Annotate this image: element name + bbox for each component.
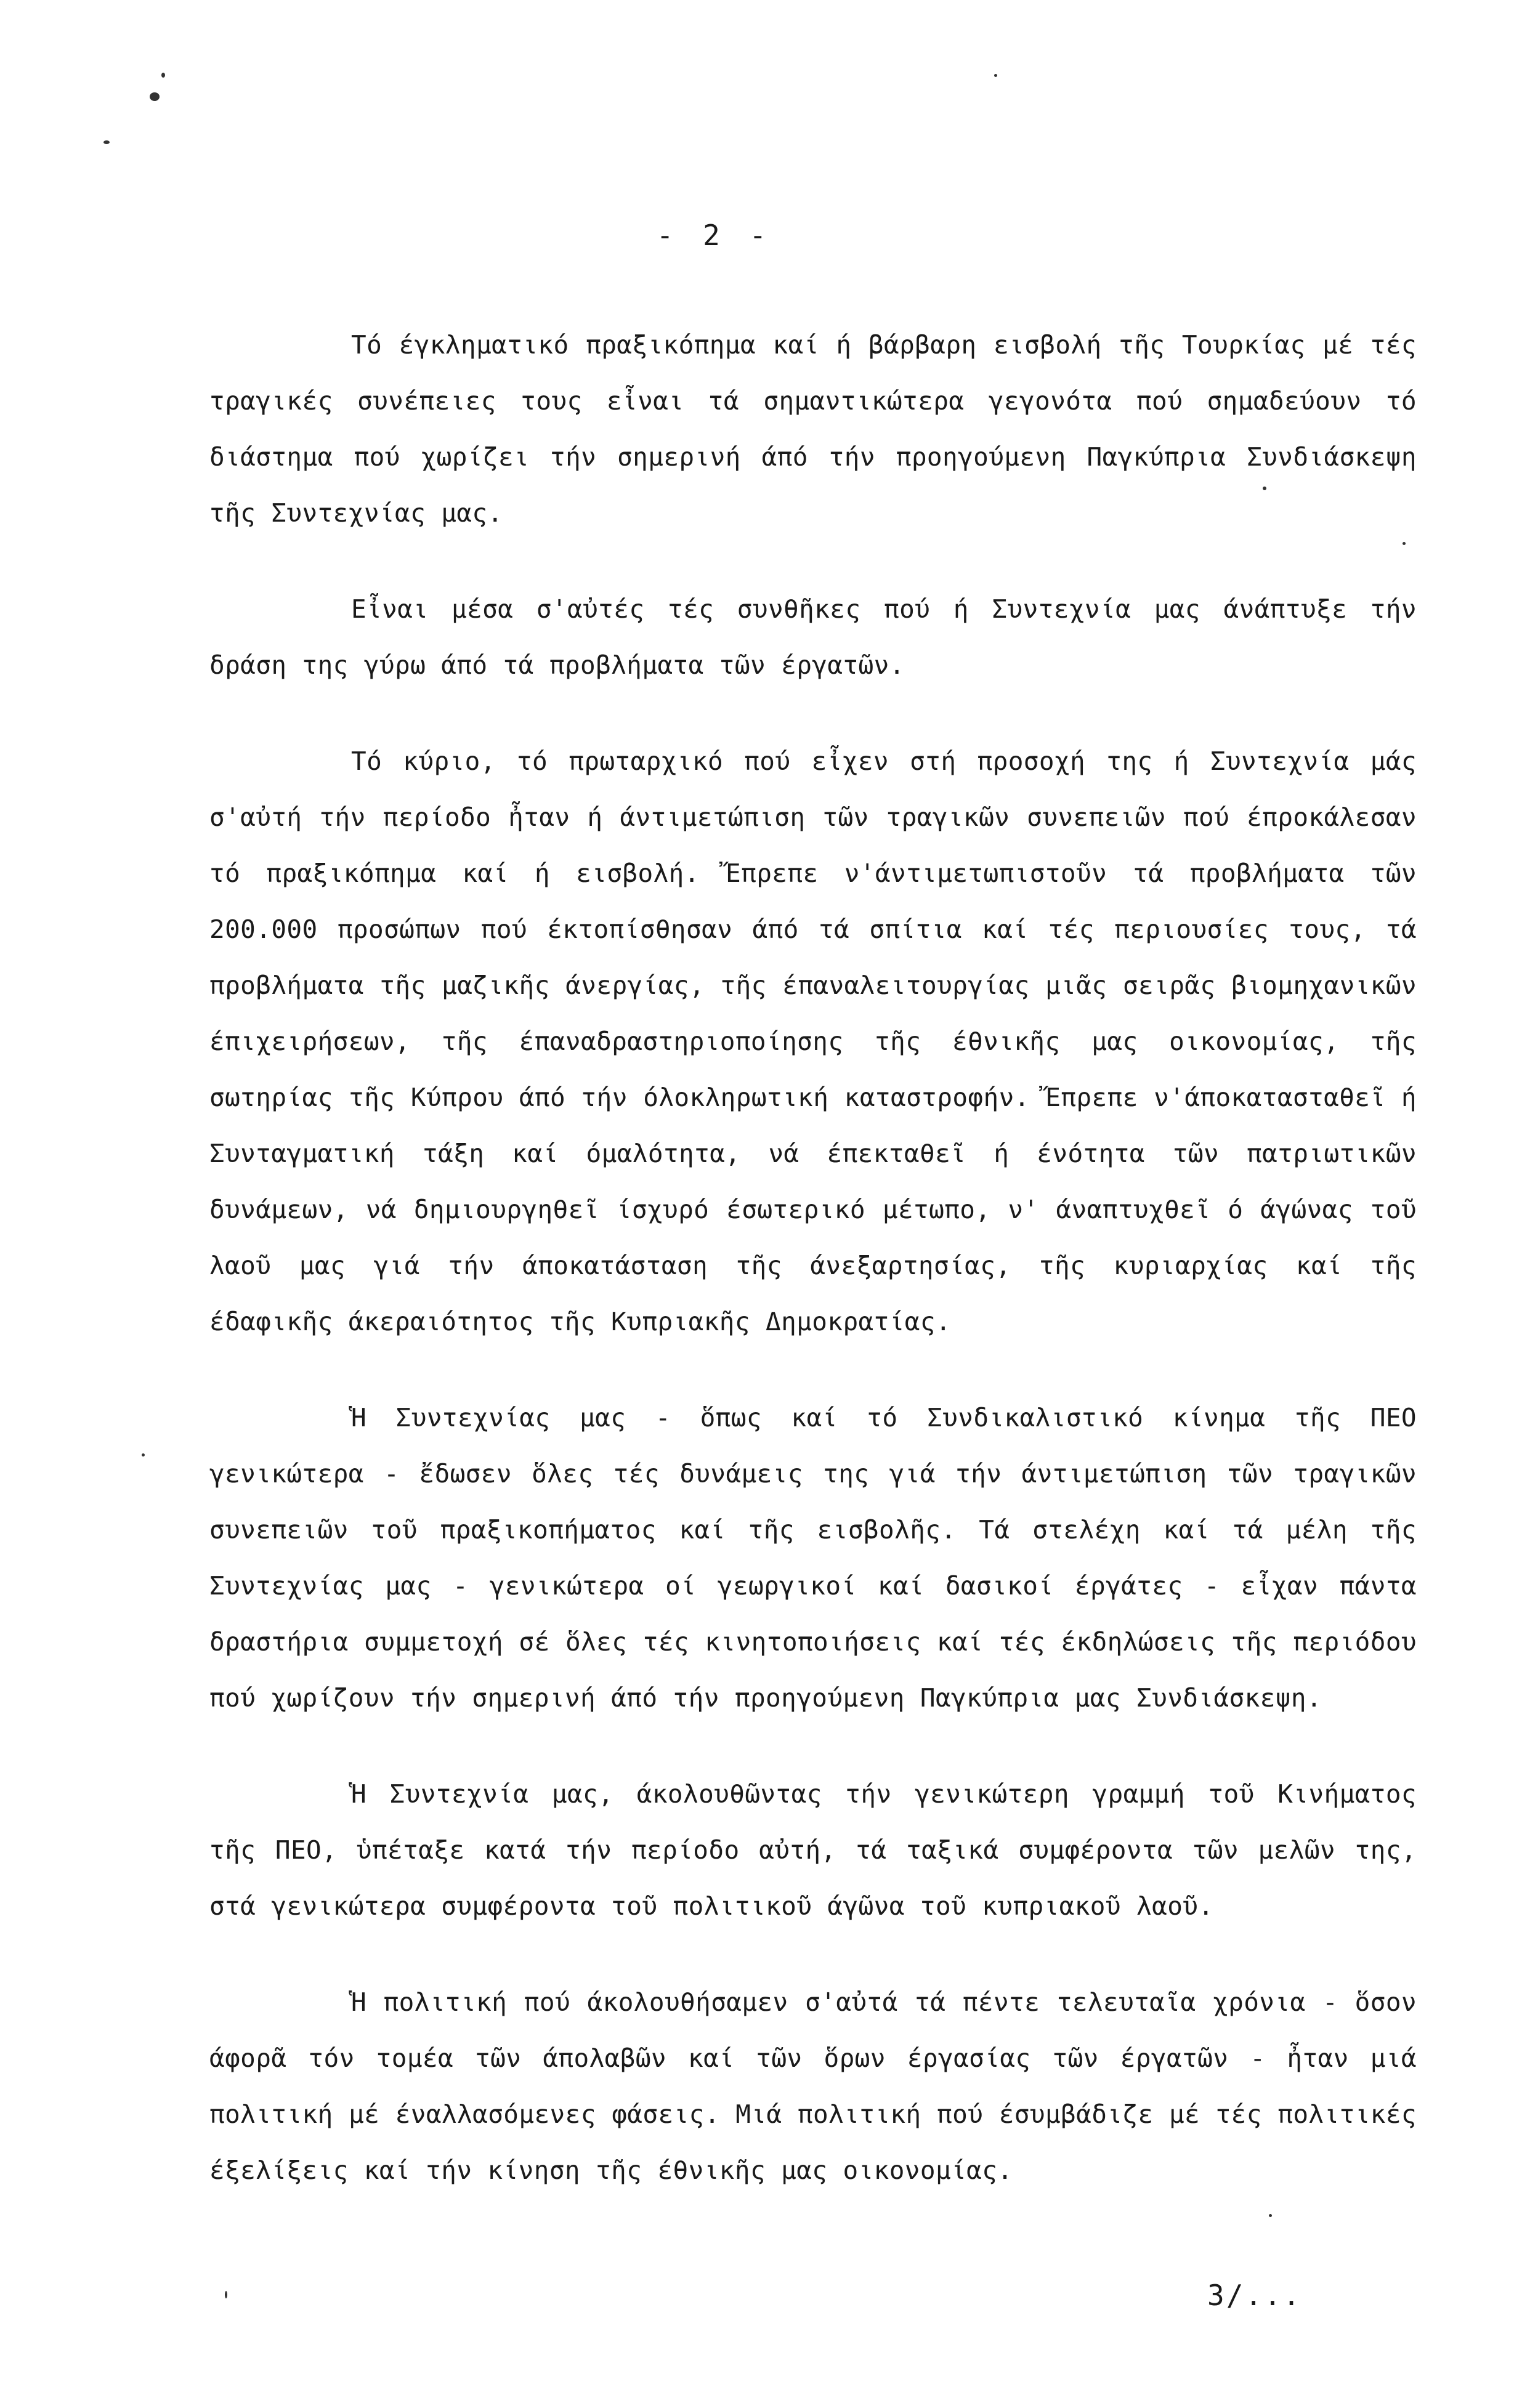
scan-speck (161, 73, 165, 78)
paragraph-2: Εἶναι μέσα σ'αὐτές τές συνθῆκες πού ή Συντεχνία μας άνάπτυξε τήν δράση της γύρω άπό τά προβλήματα τῶν έργατῶν. (209, 594, 1417, 680)
scan-speck (150, 92, 160, 101)
paragraph-5: Ἡ Συντεχνία μας, άκολουθῶντας τήν γενικώτερη γραμμή τοῦ Κινήματος τῆς ΠΕΟ, ὑπέταξε κατά τήν περίοδο αὐτή, τά ταξικά συμφέροντα τῶν μελῶν της, στά γενικώτερα συμφέροντα τοῦ πολιτικοῦ άγῶνα τοῦ κυπριακοῦ λαοῦ. (209, 1779, 1417, 1921)
paragraph-6: Ἡ πολιτική πού άκολουθήσαμεν σ'αὐτά τά πέντε τελευταῖα χρόνια - ὅσον άφορᾶ τόν τομέα τῶν άπολαβῶν καί τῶν ὅρων έργασίας τῶν έργατῶν - ἦταν μιά πολιτική μέ έναλλασόμενες φάσεις. Μιά πολιτική πού έσυμβάδιζε μέ τές πολιτικές έξελίξεις καί τήν κίνηση τῆς έθνικῆς μας οικονομίας. (209, 1987, 1417, 2185)
scan-speck (142, 1453, 145, 1457)
paragraph-3: Τό κύριο, τό πρωταρχικό πού εἶχεν στή προσοχή της ή Συντεχνία μάς σ'αὐτή τήν περίοδο ἦταν ή άντιμετώπιση τῶν τραγικῶν συνεπειῶν πού έπροκάλεσαν τό πραξικόπημα καί ή εισβολή. Ἔπρεπε ν'άντιμετωπιστοῦν τά προβλήματα τῶν 200.000 προσώπων πού έκτοπίσθησαν άπό τά σπίτια καί τές περιουσίες τους, τά προβλήματα τῆς μαζικῆς άνεργίας, τῆς έπαναλειτουργίας μιᾶς σειρᾶς βιομηχανικῶν έπιχειρήσεων, τῆς έπαναδραστηριοποίησης τῆς έθνικῆς μας οικονομίας, τῆς σωτηρίας τῆς Κύπρου άπό τήν όλοκληρωτική καταστροφήν. Ἔπρεπε ν'άποκατασταθεῖ ή Συνταγματική τάξη καί όμαλότητα, νά έπεκταθεῖ ή ένότητα τῶν πατριωτικῶν δυνάμεων, νά δημιουργηθεῖ ίσχυρό έσωτερικό μέτωπο, ν' άναπτυχθεῖ ό άγώνας τοῦ λαοῦ μας γιά τήν άποκατάσταση τῆς άνεξαρτησίας, τῆς κυριαρχίας καί τῆς έδαφικῆς άκεραιότητος τῆς Κυπριακῆς Δημοκρατίας. (209, 746, 1417, 1336)
page-number: - 2 - (656, 219, 773, 252)
paragraph-4: Ἡ Συντεχνίας μας - ὅπως καί τό Συνδικαλιστικό κίνημα τῆς ΠΕΟ γενικώτερα - ἔδωσεν ὅλες τές δυνάμεις της γιά τήν άντιμετώπιση τῶν τραγικῶν συνεπειῶν τοῦ πραξικοπήματος καί τῆς εισβολῆς. Τά στελέχη καί τά μέλη τῆς Συντεχνίας μας - γενικώτερα οί γεωργικοί καί δασικοί έργάτες - εἶχαν πάντα δραστήρια συμμετοχή σέ ὅλες τές κινητοποιήσεις καί τές έκδηλώσεις τῆς περιόδου πού χωρίζουν τήν σημερινή άπό τήν προηγούμενη Παγκύπρια μας Συνδιάσκεψη. (209, 1403, 1417, 1713)
continuation-marker: 3/... (1207, 2279, 1302, 2312)
document-body (209, 317, 1417, 2239)
scan-speck (994, 74, 997, 77)
paragraph-1: Τό έγκληματικό πραξικόπημα καί ή βάρβαρη εισβολή τῆς Τουρκίας μέ τές τραγικές συνέπειες τους εἶναι τά σημαντικώτερα γεγονότα πού σημαδεύουν τό διάστημα πού χωρίζει τήν σημερινή άπό τήν προηγούμενη Παγκύπρια Συνδιάσκεψη τῆς Συντεχνίας μας. (209, 330, 1417, 528)
scan-speck (103, 140, 110, 144)
scan-speck (225, 2291, 227, 2298)
